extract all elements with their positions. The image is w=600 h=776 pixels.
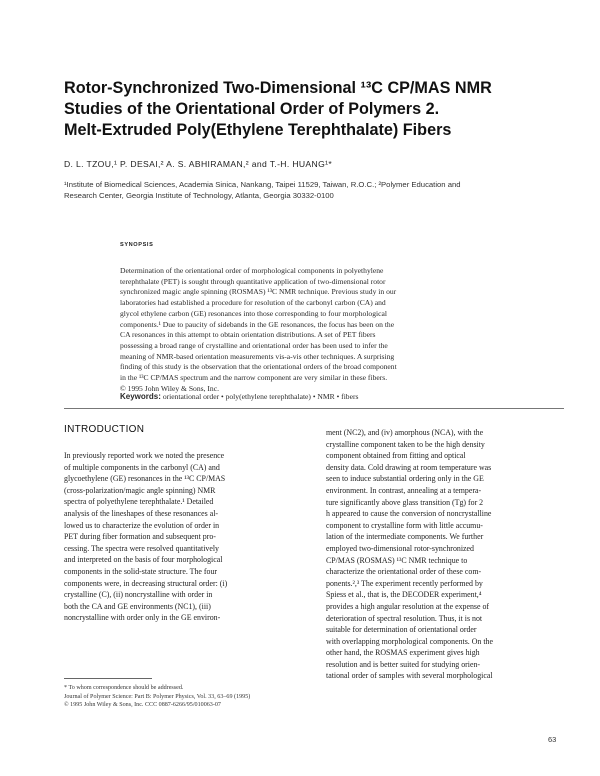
body-line: other hand, the ROSMAS experiment gives high bbox=[326, 648, 480, 658]
synopsis-line: finding of this study is the observation that the orientational orders of the broad component bbox=[120, 362, 397, 372]
synopsis-line: terephthalate (PET) is sought through quantitative application of two-dimensional rotor bbox=[120, 276, 386, 286]
body-line: In previously reported work we noted the presence bbox=[64, 451, 225, 460]
footnote-line: © 1995 John Wiley & Sons, Inc. CCC 0887-6266/95/010063-07 bbox=[64, 702, 221, 709]
left-column bbox=[64, 450, 304, 624]
body-line: seen to induce substantial ordering only in the GE bbox=[326, 474, 484, 484]
affiliation-line: ¹Institute of Biomedical Sciences, Academia Sinica, Nankang, Taipei 11529, Taiwan, R.O.C.; ²Polymer Education and bbox=[64, 180, 461, 189]
body-line: employed two-dimensional rotor-synchronized bbox=[326, 543, 474, 553]
synopsis-line: possessing a broad range of crystalline and orientational order has been used to infer the bbox=[120, 340, 388, 350]
body-line: of multiple components in the carbonyl (CA) and bbox=[64, 462, 220, 472]
body-line: noncrystalline with order only in the GE environ- bbox=[64, 613, 221, 623]
synopsis-line: components.¹ Due to paucity of sidebands in the GE resonances, the focus has been on the bbox=[120, 319, 395, 329]
synopsis-line: Determination of the orientational order of morphological components in polyethylene bbox=[120, 266, 384, 275]
body-line: characterize the orientational order of these com- bbox=[326, 567, 482, 577]
body-line: ment (NC2), and (iv) amorphous (NCA), with the bbox=[326, 428, 484, 437]
body-line: cessing. The spectra were resolved quantitatively bbox=[64, 543, 219, 553]
body-line: component to crystalline form with little accumu- bbox=[326, 520, 483, 530]
body-line: resolution and is better suited for studying orien- bbox=[326, 659, 481, 669]
body-line: CP/MAS (ROSMAS) ¹³C NMR technique to bbox=[326, 555, 468, 565]
body-line: environment. In contrast, annealing at a tempera- bbox=[326, 485, 482, 495]
body-line: lowed us to characterize the evolution of order in bbox=[64, 520, 220, 530]
synopsis-heading: SYNOPSIS bbox=[120, 242, 154, 248]
body-line: glycoethylene (GE) resonances in the ¹³C CP/MAS bbox=[64, 474, 226, 484]
title-line: Rotor-Synchronized Two-Dimensional ¹³C CP/MAS NMR bbox=[64, 79, 492, 97]
body-line: PET during fiber formation and subsequent pro- bbox=[64, 532, 216, 542]
synopsis-line: synchronized magic angle spinning (ROSMAS) ¹³C NMR technique. Previous study in our bbox=[120, 287, 397, 297]
article-title bbox=[64, 78, 564, 141]
synopsis-line: laboratories had established a procedure for resolution of the carbonyl carbon (CA) and bbox=[120, 298, 386, 308]
body-line: deterioration of spectral resolution. Thus, it is not bbox=[326, 613, 483, 623]
keywords-list: orientational order • poly(ethylene terephthalate) • NMR • fibers bbox=[162, 392, 359, 401]
affiliation-line: Research Center, Georgia Institute of Technology, Atlanta, Georgia 30332-0100 bbox=[64, 190, 334, 200]
synopsis-line: meaning of NMR-based orientation measurements vis-a-vis other techniques. A surprising bbox=[120, 351, 395, 361]
synopsis-line: in the ¹³C CP/MAS spectrum and the narrow component are very similar in these fibers. bbox=[120, 373, 388, 383]
right-column bbox=[326, 427, 566, 682]
body-line: components were, in decreasing structural order: (i) bbox=[64, 578, 228, 588]
body-line: crystalline (C), (ii) noncrystalline with order in bbox=[64, 590, 213, 600]
body-line: spectra of polyethylene terephthalate.¹ Detailed bbox=[64, 497, 214, 507]
footnote-line: * To whom correspondence should be addressed. bbox=[64, 685, 184, 691]
body-line: h appeared to cause the conversion of noncrystalline bbox=[326, 509, 492, 519]
author-list: D. L. TZOU,¹ P. DESAI,² A. S. ABHIRAMAN,² and T.-H. HUANG¹* bbox=[64, 159, 333, 169]
body-line: tational order of samples with several morphological bbox=[326, 671, 493, 681]
body-line: both the CA and GE environments (NC1), (iii) bbox=[64, 601, 211, 611]
keywords-label: Keywords: bbox=[120, 392, 161, 401]
body-line: and interpreted on the basis of four morphological bbox=[64, 555, 223, 565]
synopsis-line: glycol ethylene carbon (GE) resonances into those corresponding to four morphological bbox=[120, 308, 387, 318]
footnote-line: Journal of Polymer Science: Part B: Polymer Physics, Vol. 33, 63–69 (1995) bbox=[64, 693, 251, 700]
body-line: component obtained from fitting and optical bbox=[326, 451, 466, 461]
footnotes bbox=[64, 684, 314, 710]
body-line: density data. Cold drawing at room temperature was bbox=[326, 462, 492, 472]
body-line: provides a high angular resolution at the expense of bbox=[326, 601, 490, 611]
affiliations bbox=[64, 180, 584, 201]
title-line: Studies of the Orientational Order of Polymers 2. bbox=[64, 100, 440, 118]
body-line: with overlapping morphological components. On the bbox=[326, 636, 493, 646]
body-line: lation of the intermediate components. We further bbox=[326, 532, 484, 542]
copyright-line: © 1995 John Wiley & Sons, Inc. bbox=[120, 383, 219, 393]
body-line: crystalline component taken to be the high density bbox=[326, 439, 485, 449]
body-line: analysis of the lineshapes of these resonances al- bbox=[64, 508, 219, 518]
body-line: ponents.²,³ The experiment recently performed by bbox=[326, 578, 483, 588]
title-line: Melt-Extruded Poly(Ethylene Terephthalate) Fibers bbox=[64, 121, 452, 139]
body-line: (cross-polarization/magic angle spinning) NMR bbox=[64, 485, 216, 495]
synopsis-line: CA resonances in this attempt to obtain orientation distributions. A set of PET fibers bbox=[120, 330, 376, 340]
keywords bbox=[120, 392, 358, 401]
section-heading: INTRODUCTION bbox=[64, 424, 145, 435]
page-number: 63 bbox=[548, 735, 557, 744]
body-line: components in the solid-state structure. The four bbox=[64, 566, 218, 576]
body-line: suitable for determination of orientational order bbox=[326, 625, 477, 635]
synopsis-body bbox=[120, 266, 564, 394]
section-divider bbox=[64, 408, 564, 409]
body-line: Spiess et al., that is, the DECODER experiment,⁴ bbox=[326, 590, 482, 600]
body-line: ture significantly above glass transition (Tg) for 2 bbox=[326, 497, 484, 507]
footnote-divider bbox=[64, 678, 152, 679]
